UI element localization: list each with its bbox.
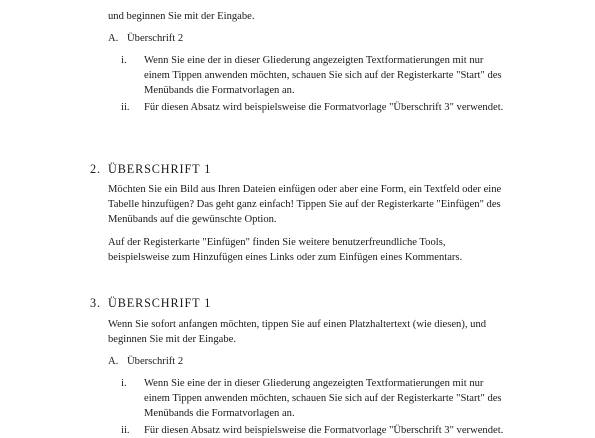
subheading [108, 354, 183, 369]
list-item-text: Für diesen Absatz wird beispielsweise die Formatvorlage "Überschrift 3" verwendet. [144, 425, 504, 436]
paragraph-text: Möchten Sie ein Bild aus Ihren Dateien einfügen oder aber eine Form, ein Textfeld oder eine Tabelle hinzufügen? Das geht ganz einfach! Tippen Sie auf der Registerkarte "Einfügen" des Menübands auf die gewünschte Option. [108, 184, 502, 225]
subheading-label: Überschrift 2 [127, 356, 184, 367]
list-item-text: Wenn Sie eine der in dieser Gliederung angezeigten Textformatierungen mit nur einem Tippen anwenden möchten, schauen Sie sich auf der Registerkarte "Start" des Menübands die Formatvorlagen an. [144, 55, 502, 96]
heading-title: ÜBERSCHRIFT 1 [108, 162, 212, 176]
heading-number: 2. [90, 162, 101, 176]
section-heading [90, 296, 211, 311]
list-item [121, 53, 506, 98]
list-item-marker: ii. [121, 425, 130, 436]
list-item-marker: i. [121, 55, 127, 66]
body-paragraph [108, 317, 508, 347]
body-paragraph [108, 235, 508, 265]
list-item-text: Wenn Sie eine der in dieser Gliederung angezeigten Textformatierungen mit nur einem Tippen anwenden möchten, schauen Sie sich auf der Registerkarte "Start" des Menübands die Formatvorlagen an. [144, 378, 502, 419]
subheading-marker: A. [108, 356, 119, 367]
body-paragraph-end [108, 9, 508, 24]
paragraph-text: Auf der Registerkarte "Einfügen" finden Sie weitere benutzerfreundliche Tools, beispielsweise zum Hinzufügen eines Links oder zum Einfügen eines Kommentars. [108, 237, 463, 263]
paragraph-text: und beginnen Sie mit der Eingabe. [108, 11, 255, 22]
list-item-marker: i. [121, 378, 127, 389]
paragraph-text: Wenn Sie sofort anfangen möchten, tippen Sie auf einen Platzhaltertext (wie diesen), und beginnen Sie mit der Eingabe. [108, 319, 487, 345]
heading-number: 3. [90, 296, 101, 310]
subheading-label: Überschrift 2 [127, 33, 184, 44]
subheading-marker: A. [108, 33, 119, 44]
list-item-marker: ii. [121, 102, 130, 113]
list-item-text: Für diesen Absatz wird beispielsweise die Formatvorlage "Überschrift 3" verwendet. [144, 102, 504, 113]
section-heading [90, 162, 211, 177]
body-paragraph [108, 182, 508, 227]
list-item [121, 100, 506, 130]
subheading [108, 31, 183, 46]
list-item [121, 423, 506, 436]
list-item [121, 376, 506, 421]
heading-title: ÜBERSCHRIFT 1 [108, 296, 212, 310]
